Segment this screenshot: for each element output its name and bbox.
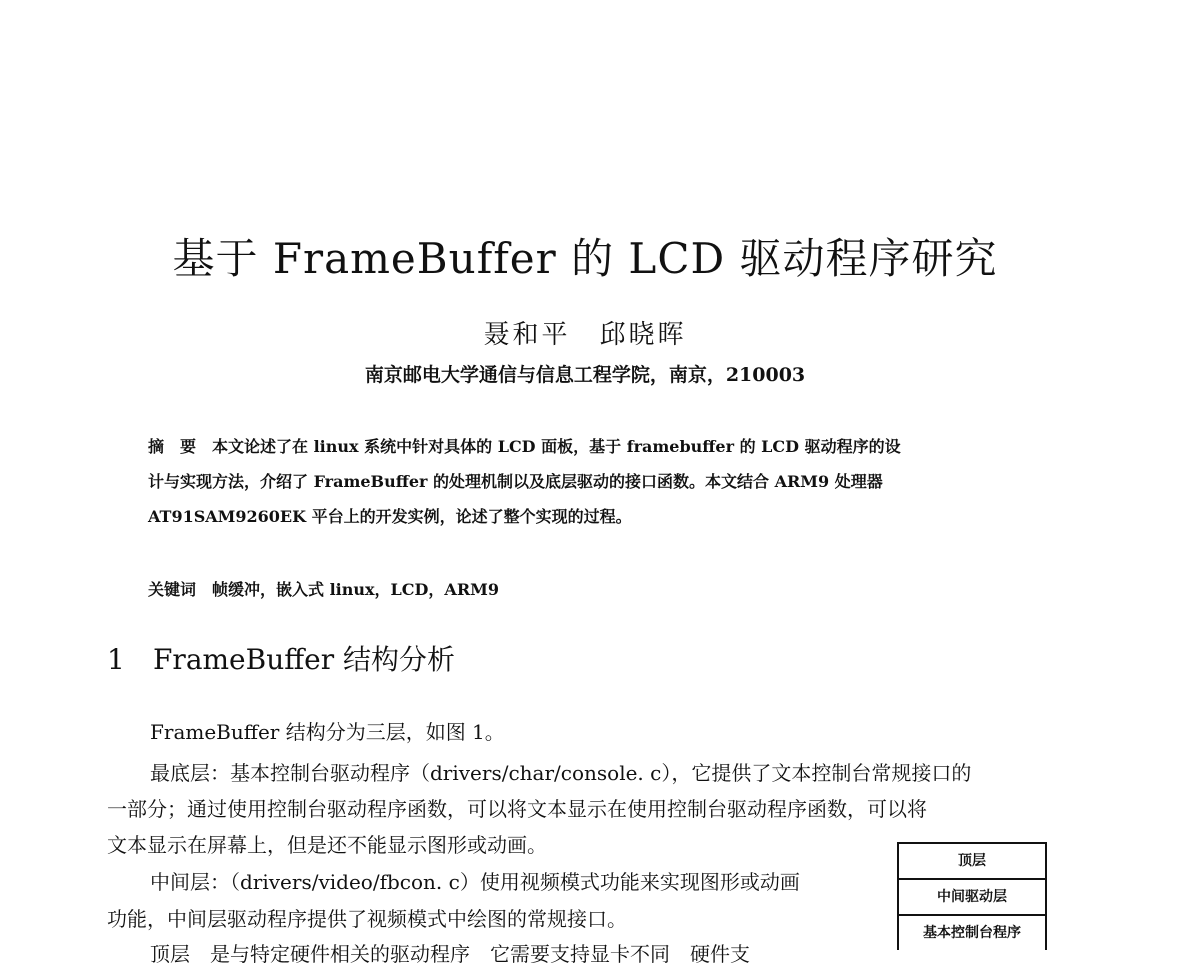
paper-title: 基于 FrameBuffer 的 LCD 驱动程序研究 bbox=[172, 234, 998, 283]
authors: 聂和平 邱晓晖 bbox=[483, 320, 687, 350]
abstract-line-1 bbox=[148, 434, 901, 457]
abstract-line-2: 计与实现方法，介绍了 FrameBuffer 的处理机制以及底层驱动的接口函数。本文结合 ARM9 处理器 bbox=[148, 472, 883, 491]
fig-box-console-layer: 基本控制台程序 bbox=[923, 925, 1021, 941]
fig-box-middle-layer: 中间驱动层 bbox=[899, 880, 1045, 916]
abstract-line-3: AT91SAM9260EK 平台上的开发实例，论述了整个实现的过程。 bbox=[148, 507, 632, 526]
body-line-6: 功能，中间层驱动程序提供了视频模式中绘图的常规接口。 bbox=[107, 907, 627, 931]
body-line-2: 最底层：基本控制台驱动程序（drivers/char/console. c），它提供了文本控制台常规接口的 bbox=[150, 761, 972, 785]
affiliation: 南京邮电大学通信与信息工程学院，南京，210003 bbox=[364, 364, 806, 386]
keywords-line bbox=[148, 577, 499, 600]
layer-diagram bbox=[897, 842, 1047, 950]
keywords-label: 关键词 bbox=[148, 580, 197, 599]
body-line-3: 一部分；通过使用控制台驱动程序函数，可以将文本显示在使用控制台驱动程序函数，可以将 bbox=[107, 797, 927, 821]
section-heading bbox=[107, 638, 455, 678]
body-line-5: 中间层：（drivers/video/fbcon. c）使用视频模式功能来实现图形或动画 bbox=[150, 870, 800, 894]
body-line-4: 文本显示在屏幕上，但是还不能显示图形或动画。 bbox=[107, 833, 547, 857]
abstract-text-1: 本文论述了在 linux 系统中针对具体的 LCD 面板，基于 framebuffer 的 LCD 驱动程序的设 bbox=[212, 437, 901, 456]
section-number: 1 bbox=[107, 643, 125, 676]
body-line-7: 顶层 是与特定硬件相关的驱动程序 它需要支持显卡不同 硬件支 bbox=[150, 942, 750, 966]
abstract-label: 摘 要 bbox=[148, 437, 197, 456]
body-line-1: FrameBuffer 结构分为三层，如图 1。 bbox=[150, 720, 505, 744]
keywords-text: 帧缓冲，嵌入式 linux，LCD，ARM9 bbox=[212, 580, 499, 599]
section-title: FrameBuffer 结构分析 bbox=[153, 643, 455, 676]
fig-box-top-layer: 顶层 bbox=[899, 844, 1045, 880]
